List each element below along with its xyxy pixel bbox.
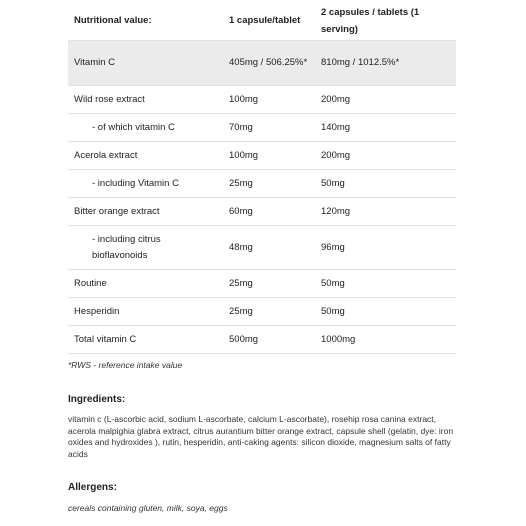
row-one-capsule: 25mg xyxy=(223,270,315,298)
header-two-capsules: 2 capsules / tablets (1 serving) xyxy=(315,0,456,41)
table-row xyxy=(68,142,456,170)
row-one-capsule: 48mg xyxy=(223,226,315,270)
reference-intake-footnote: *RWS - reference intake value xyxy=(68,360,183,370)
row-name: Vitamin C xyxy=(68,41,223,86)
row-one-capsule: 60mg xyxy=(223,198,315,226)
row-two-capsules: 140mg xyxy=(315,114,456,142)
header-nutritional-value: Nutritional value: xyxy=(68,0,223,41)
row-two-capsules: 50mg xyxy=(315,270,456,298)
row-name: - of which vitamin C xyxy=(68,114,223,142)
table-row xyxy=(68,326,456,354)
row-two-capsules: 120mg xyxy=(315,198,456,226)
row-name: - including citrus bioflavonoids xyxy=(68,226,223,270)
row-one-capsule: 500mg xyxy=(223,326,315,354)
allergens-text: cereals containing gluten, milk, soya, eggs xyxy=(68,503,228,513)
table-header-row xyxy=(68,0,456,41)
row-two-capsules: 1000mg xyxy=(315,326,456,354)
row-one-capsule: 405mg / 506.25%* xyxy=(223,41,315,86)
row-two-capsules: 810mg / 1012.5%* xyxy=(315,41,456,86)
row-two-capsules: 200mg xyxy=(315,142,456,170)
table-row xyxy=(68,270,456,298)
row-two-capsules: 96mg xyxy=(315,226,456,270)
row-one-capsule: 25mg xyxy=(223,170,315,198)
allergens-heading: Allergens: xyxy=(68,482,117,493)
table-row xyxy=(68,298,456,326)
row-one-capsule: 70mg xyxy=(223,114,315,142)
row-name: Acerola extract xyxy=(68,142,223,170)
row-two-capsules: 50mg xyxy=(315,170,456,198)
table-row xyxy=(68,114,456,142)
row-two-capsules: 200mg xyxy=(315,86,456,114)
header-one-capsule: 1 capsule/tablet xyxy=(223,0,315,41)
table-row xyxy=(68,170,456,198)
row-one-capsule: 100mg xyxy=(223,86,315,114)
row-name: Wild rose extract xyxy=(68,86,223,114)
row-name: - including Vitamin C xyxy=(68,170,223,198)
row-name: Hesperidin xyxy=(68,298,223,326)
ingredients-text: vitamin c (L-ascorbic acid, sodium L-ascorbate, calcium L-ascorbate), rosehip rosa canina extract, acerola malpighia glabra extract, citrus aurantium bitter orange extract, capsule shell (gelatin, dye: iron oxides and hydroxides ), rutin, hesperidin, anti-caking agents: silicon dioxide, magnesium salts of fatty acids xyxy=(68,414,454,459)
table-row xyxy=(68,198,456,226)
row-one-capsule: 25mg xyxy=(223,298,315,326)
row-name: Bitter orange extract xyxy=(68,198,223,226)
row-name: Routine xyxy=(68,270,223,298)
nutrition-table xyxy=(68,0,456,354)
table-row xyxy=(68,226,456,270)
row-two-capsules: 50mg xyxy=(315,298,456,326)
table-row xyxy=(68,86,456,114)
row-one-capsule: 100mg xyxy=(223,142,315,170)
table-row xyxy=(68,41,456,86)
row-name: Total vitamin C xyxy=(68,326,223,354)
ingredients-heading: Ingredients: xyxy=(68,394,126,405)
